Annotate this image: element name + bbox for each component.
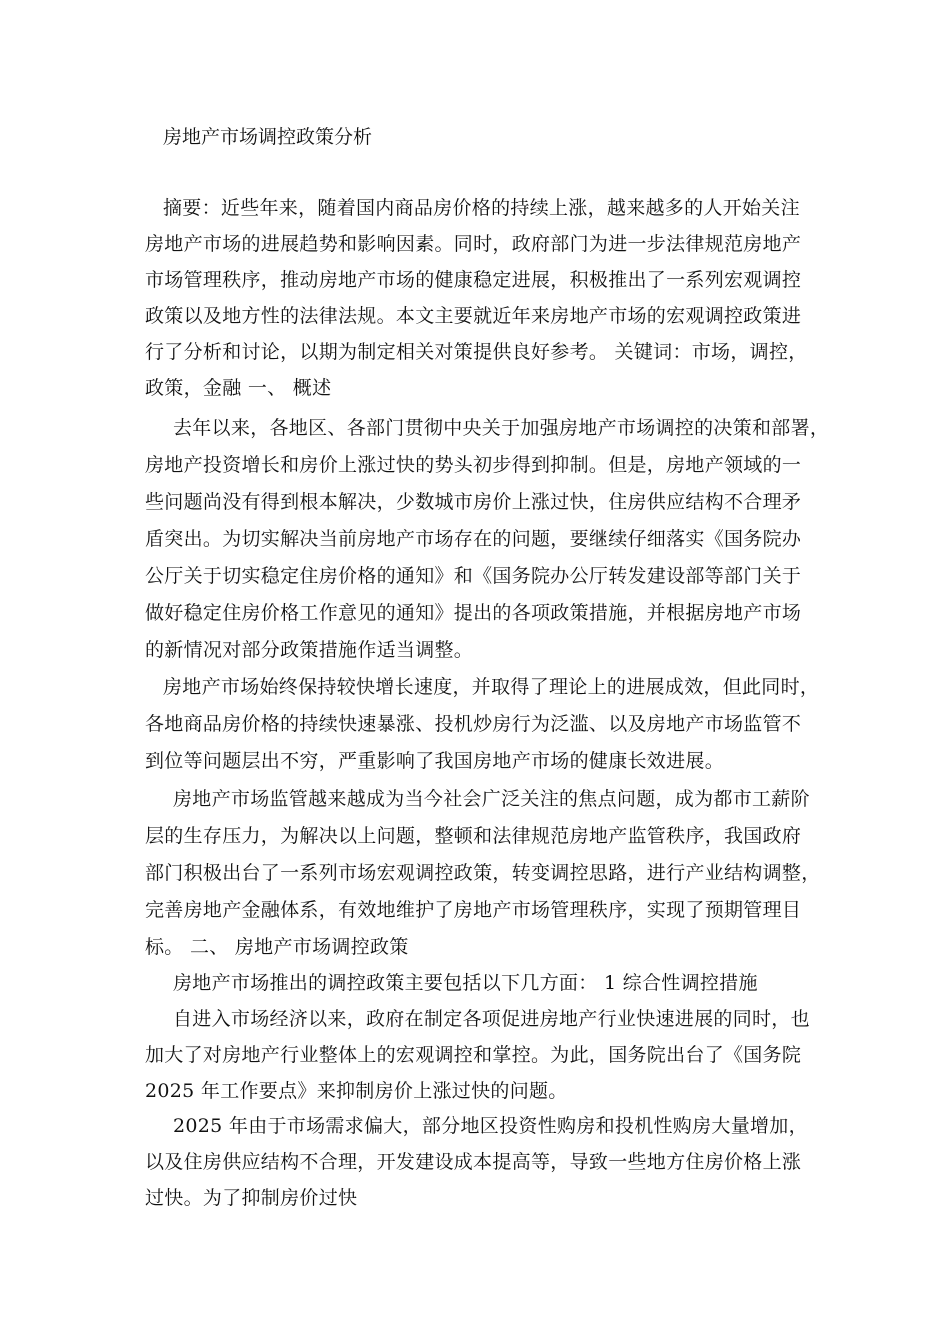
text-line: 政策，金融 一、 概述 [145,377,332,399]
text-line: 2025 年由于市场需求偏大，部分地区投资性购房和投机性购房大量增加， [173,1115,808,1137]
text-line: 层的生存压力，为解决以上问题，整顿和法律规范房地产监管秩序，我国政府 [145,825,802,847]
text-line: 市场管理秩序，推动房地产市场的健康稳定进展，积极推出了一系列宏观调控 [145,269,802,291]
text-line: 政策以及地方性的法律法规。本文主要就近年来房地产市场的宏观调控政策进 [145,305,802,327]
text-line: 房地产投资增长和房价上涨过快的势头初步得到抑制。但是，房地产领域的一 [145,454,802,476]
text-line: 完善房地产金融体系，有效地维护了房地产市场管理秩序，实现了预期管理目 [145,899,802,921]
text-line: 标。 二、 房地产市场调控政策 [145,936,409,958]
text-line: 公厅关于切实稳定住房价格的通知》和《国务院办公厅转发建设部等部门关于 [145,565,802,587]
text-line: 盾突出。为切实解决当前房地产市场存在的问题，要继续仔细落实《国务院办 [145,528,802,550]
text-line: 2025 年工作要点》来抑制房价上涨过快的问题。 [145,1080,568,1102]
text-line: 些问题尚没有得到根本解决，少数城市房价上涨过快，住房供应结构不合理矛 [145,491,802,513]
text-line: 的新情况对部分政策措施作适当调整。 [145,639,474,661]
text-line: 行了分析和讨论，以期为制定相关对策提供良好参考。 关键词：市场，调控， [145,341,808,363]
text-line: 部门积极出台了一系列市场宏观调控政策，转变调控思路，进行产业结构调整， [145,862,821,884]
text-line: 加大了对房地产行业整体上的宏观调控和掌控。为此，国务院出台了《国务院 [145,1044,802,1066]
text-line: 去年以来，各地区、各部门贯彻中央关于加强房地产市场调控的决策和部署， [173,417,830,439]
text-line: 到位等问题层出不穷，严重影响了我国房地产市场的健康长效进展。 [145,750,725,772]
text-line: 过快。为了抑制房价过快 [145,1187,358,1209]
text-line: 摘要：近些年来，随着国内商品房价格的持续上涨，越来越多的人开始关注 [163,197,800,219]
text-line: 自进入市场经济以来，政府在制定各项促进房地产行业快速进展的同时，也 [173,1008,810,1030]
text-line: 各地商品房价格的持续快速暴涨、投机炒房行为泛滥、以及房地产市场监管不 [145,713,802,735]
text-line: 做好稳定住房价格工作意见的通知》提出的各项政策措施，并根据房地产市场 [145,602,802,624]
text-line: 房地产市场始终保持较快增长速度，并取得了理论上的进展成效，但此同时， [163,676,820,698]
text-line: 以及住房供应结构不合理，开发建设成本提高等，导致一些地方住房价格上涨 [145,1151,802,1173]
text-line: 房地产市场的进展趋势和影响因素。同时，政府部门为进一步法律规范房地产 [145,233,802,255]
text-line: 房地产市场监管越来越成为当今社会广泛关注的焦点问题，成为都市工薪阶 [173,788,810,810]
text-line: 房地产市场推出的调控政策主要包括以下几方面： 1 综合性调控措施 [173,972,758,994]
document-title: 房地产市场调控政策分析 [163,126,373,148]
